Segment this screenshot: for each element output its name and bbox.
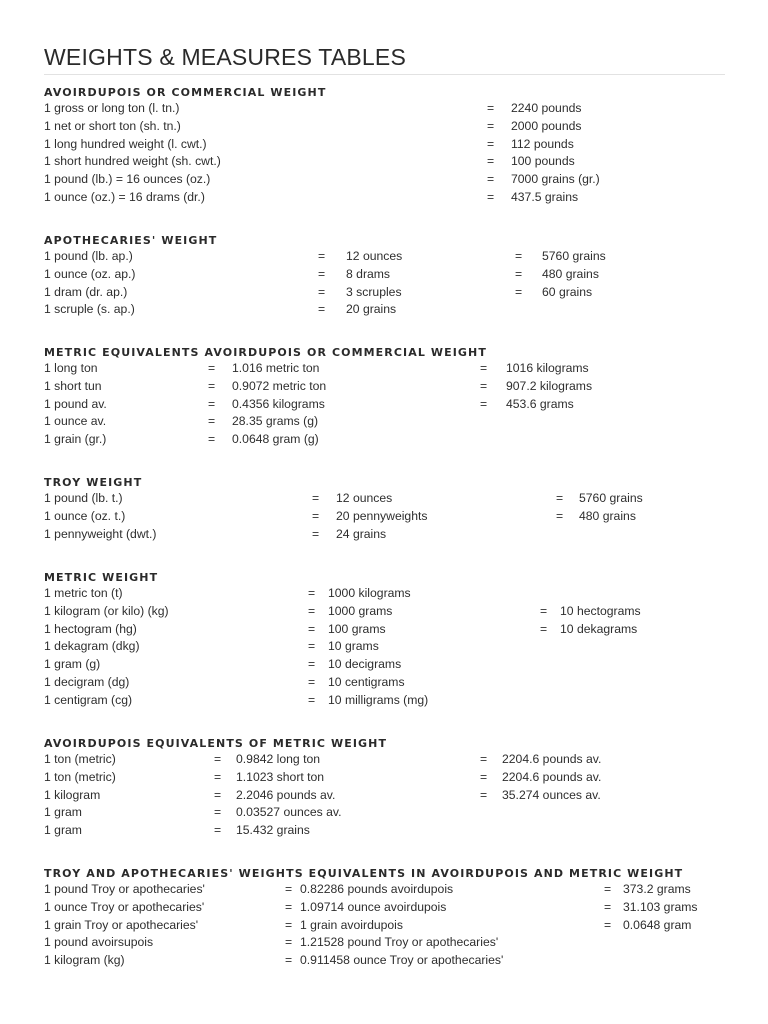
equals-sign: = — [308, 639, 316, 654]
table-section — [44, 867, 734, 970]
table-section — [44, 234, 734, 319]
equivalent-value: 10 centigrams — [328, 674, 405, 689]
table-row — [44, 804, 734, 822]
equivalent-value: 28.35 grams (g) — [232, 414, 319, 429]
equals-sign: = — [515, 266, 523, 281]
unit-label: 1 ounce av. — [44, 414, 107, 429]
equals-sign: = — [318, 249, 326, 263]
equals-sign: = — [308, 692, 316, 707]
table-row — [44, 136, 734, 154]
unit-label: 1 pound avoirsupois — [44, 935, 154, 950]
equals-sign: = — [487, 154, 495, 169]
table-row — [44, 378, 734, 396]
equivalent-value: 1 grain avoirdupois — [300, 917, 403, 932]
title-divider — [44, 74, 725, 75]
equals-sign: = — [214, 823, 222, 838]
equivalent-value: 2.2046 pounds av. — [236, 787, 336, 802]
equals-sign: = — [480, 396, 488, 411]
equals-sign: = — [487, 101, 495, 115]
section-heading: AVOIRDUPOIS OR COMMERCIAL WEIGHT — [44, 86, 327, 99]
equals-sign: = — [308, 586, 316, 600]
table-row — [44, 490, 734, 508]
equals-sign: = — [540, 603, 548, 618]
unit-label: 1 pound (lb. t.) — [44, 491, 123, 505]
unit-label: 1 gram (g) — [44, 657, 101, 672]
equivalent-value: 10 dekagrams — [560, 621, 638, 636]
equivalent-value: 60 grains — [542, 284, 593, 299]
unit-label: 1 pound av. — [44, 396, 107, 411]
table-row — [44, 360, 734, 378]
table-row — [44, 674, 734, 692]
equals-sign: = — [515, 249, 523, 263]
table-row — [44, 118, 734, 136]
equivalent-value: 2204.6 pounds av. — [502, 752, 602, 766]
equals-sign: = — [604, 899, 612, 914]
equivalent-value: 112 pounds — [511, 136, 574, 151]
equivalent-value: 20 pennyweights — [336, 508, 428, 523]
section-heading: APOTHECARIES' WEIGHT — [44, 234, 218, 247]
equals-sign: = — [308, 674, 316, 689]
equivalent-value: 10 hectograms — [560, 603, 641, 618]
table-row — [44, 656, 734, 674]
unit-label: 1 net or short ton (sh. tn.) — [44, 118, 181, 133]
equals-sign: = — [480, 769, 488, 784]
equivalent-value: 0.03527 ounces av. — [236, 805, 342, 820]
equivalent-value: 0.0648 gram (g) — [232, 432, 319, 447]
table-section — [44, 737, 734, 840]
equivalent-value: 10 decigrams — [328, 657, 402, 672]
unit-label: 1 pound (lb.) = 16 ounces (oz.) — [44, 172, 211, 187]
table-row — [44, 189, 734, 207]
equivalent-value: 15.432 grains — [236, 823, 310, 838]
equals-sign: = — [487, 172, 495, 187]
table-row — [44, 266, 734, 284]
equivalent-value: 480 grains — [542, 266, 599, 281]
equals-sign: = — [208, 396, 216, 411]
equivalent-value: 10 milligrams (mg) — [328, 692, 429, 707]
table-row — [44, 431, 734, 449]
table-row — [44, 413, 734, 431]
equals-sign: = — [312, 491, 320, 505]
equals-sign: = — [540, 621, 548, 636]
unit-label: 1 decigram (dg) — [44, 674, 130, 689]
equals-sign: = — [604, 882, 612, 896]
equivalent-value: 5760 grains — [579, 491, 643, 505]
table-row — [44, 621, 734, 639]
equals-sign: = — [556, 491, 564, 505]
equals-sign: = — [487, 118, 495, 133]
equals-sign: = — [208, 378, 216, 393]
table-row — [44, 692, 734, 710]
section-heading: TROY WEIGHT — [44, 476, 143, 489]
unit-label: 1 pound Troy or apothecaries' — [44, 882, 205, 896]
equals-sign: = — [480, 752, 488, 766]
equals-sign: = — [214, 769, 222, 784]
table-row — [44, 899, 734, 917]
unit-label: 1 ounce (oz. t.) — [44, 508, 126, 523]
equivalent-value: 2204.6 pounds av. — [502, 769, 602, 784]
equivalent-value: 8 drams — [346, 266, 391, 281]
table-row — [44, 171, 734, 189]
equivalent-value: 0.82286 pounds avoirdupois — [300, 882, 454, 896]
equals-sign: = — [285, 935, 293, 950]
table-row — [44, 638, 734, 656]
equivalent-value: 0.911458 ounce Troy or apothecaries' — [300, 953, 504, 968]
equals-sign: = — [312, 526, 320, 541]
equals-sign: = — [308, 603, 316, 618]
equals-sign: = — [318, 284, 326, 299]
equivalent-value: 24 grains — [336, 526, 387, 541]
unit-label: 1 dram (dr. ap.) — [44, 284, 128, 299]
unit-label: 1 kilogram — [44, 787, 101, 802]
unit-label: 1 ounce Troy or apothecaries' — [44, 899, 205, 914]
equals-sign: = — [480, 378, 488, 393]
equivalent-value: 373.2 grams — [623, 882, 691, 896]
equivalent-value: 2000 pounds — [511, 118, 582, 133]
equals-sign: = — [214, 805, 222, 820]
equals-sign: = — [285, 882, 293, 896]
equivalent-value: 1.016 metric ton — [232, 361, 320, 375]
unit-label: 1 pound (lb. ap.) — [44, 249, 133, 263]
equals-sign: = — [318, 266, 326, 281]
unit-label: 1 hectogram (hg) — [44, 621, 137, 636]
equivalent-value: 480 grains — [579, 508, 636, 523]
equivalent-value: 1.09714 ounce avoirdupois — [300, 899, 447, 914]
equals-sign: = — [214, 787, 222, 802]
table-row — [44, 751, 734, 769]
equivalent-value: 100 pounds — [511, 154, 575, 169]
page-title: WEIGHTS & MEASURES TABLES — [44, 44, 407, 70]
table-section — [44, 571, 734, 710]
unit-label: 1 scruple (s. ap.) — [44, 302, 135, 317]
table-section — [44, 346, 734, 449]
table-row — [44, 526, 734, 544]
table-row — [44, 787, 734, 805]
unit-label: 1 ounce (oz.) = 16 drams (dr.) — [44, 189, 205, 204]
unit-label: 1 ton (metric) — [44, 752, 116, 766]
equals-sign: = — [308, 657, 316, 672]
equivalent-value: 10 grams — [328, 639, 379, 654]
equivalent-value: 0.4356 kilograms — [232, 396, 325, 411]
equals-sign: = — [285, 953, 293, 968]
equals-sign: = — [318, 302, 326, 317]
equivalent-value: 1.1023 short ton — [236, 769, 325, 784]
table-row — [44, 284, 734, 302]
unit-label: 1 pennyweight (dwt.) — [44, 526, 157, 541]
equivalent-value: 907.2 kilograms — [506, 378, 593, 393]
equivalent-value: 35.274 ounces av. — [502, 787, 601, 802]
equals-sign: = — [480, 787, 488, 802]
table-row — [44, 585, 734, 603]
table-row — [44, 934, 734, 952]
equivalent-value: 1000 kilograms — [328, 586, 411, 600]
equivalent-value: 2240 pounds — [511, 101, 582, 115]
table-row — [44, 603, 734, 621]
unit-label: 1 long hundred weight (l. cwt.) — [44, 136, 207, 151]
equivalent-value: 20 grains — [346, 302, 397, 317]
unit-label: 1 dekagram (dkg) — [44, 639, 140, 654]
equivalent-value: 0.9842 long ton — [236, 752, 321, 766]
unit-label: 1 grain Troy or apothecaries' — [44, 917, 199, 932]
table-row — [44, 100, 734, 118]
equals-sign: = — [515, 284, 523, 299]
equivalent-value: 0.0648 gram — [623, 917, 692, 932]
equivalent-value: 12 ounces — [346, 249, 403, 263]
table-section — [44, 86, 734, 207]
equals-sign: = — [556, 508, 564, 523]
equals-sign: = — [208, 414, 216, 429]
equivalent-value: 453.6 grams — [506, 396, 574, 411]
table-row — [44, 769, 734, 787]
unit-label: 1 kilogram (kg) — [44, 953, 125, 968]
equivalent-value: 31.103 grams — [623, 899, 698, 914]
unit-label: 1 ton (metric) — [44, 769, 116, 784]
equals-sign: = — [285, 899, 293, 914]
unit-label: 1 gram — [44, 823, 82, 838]
unit-label: 1 grain (gr.) — [44, 432, 107, 447]
table-row — [44, 508, 734, 526]
table-row — [44, 396, 734, 414]
section-heading: METRIC EQUIVALENTS AVOIRDUPOIS OR COMMERCIAL WEIGHT — [44, 346, 487, 359]
table-section — [44, 476, 734, 543]
table-row — [44, 153, 734, 171]
table-row — [44, 822, 734, 840]
equivalent-value: 3 scruples — [346, 284, 402, 299]
equivalent-value: 100 grams — [328, 621, 386, 636]
unit-label: 1 ounce (oz. ap.) — [44, 266, 136, 281]
table-row — [44, 952, 734, 970]
equals-sign: = — [312, 508, 320, 523]
unit-label: 1 short tun — [44, 378, 102, 393]
unit-label: 1 kilogram (or kilo) (kg) — [44, 603, 169, 618]
table-row — [44, 301, 734, 319]
equivalent-value: 1000 grams — [328, 603, 393, 618]
equals-sign: = — [487, 136, 495, 151]
section-heading: AVOIRDUPOIS EQUIVALENTS OF METRIC WEIGHT — [44, 737, 388, 750]
equals-sign: = — [214, 752, 222, 766]
equals-sign: = — [285, 917, 293, 932]
unit-label: 1 gram — [44, 805, 82, 820]
equals-sign: = — [604, 917, 612, 932]
table-row — [44, 248, 734, 266]
equivalent-value: 1.21528 pound Troy or apothecaries' — [300, 935, 499, 950]
equals-sign: = — [208, 432, 216, 447]
unit-label: 1 metric ton (t) — [44, 586, 123, 600]
equivalent-value: 1016 kilograms — [506, 361, 589, 375]
equivalent-value: 5760 grains — [542, 249, 606, 263]
equals-sign: = — [480, 361, 488, 375]
table-row — [44, 881, 734, 899]
equals-sign: = — [308, 621, 316, 636]
table-row — [44, 917, 734, 935]
equals-sign: = — [208, 361, 216, 375]
unit-label: 1 short hundred weight (sh. cwt.) — [44, 154, 221, 169]
unit-label: 1 centigram (cg) — [44, 692, 133, 707]
equivalent-value: 7000 grains (gr.) — [511, 172, 600, 187]
section-heading: TROY AND APOTHECARIES' WEIGHTS EQUIVALENTS IN AVOIRDUPOIS AND METRIC WEIGHT — [44, 867, 684, 880]
equivalent-value: 12 ounces — [336, 491, 393, 505]
equals-sign: = — [487, 189, 495, 204]
equivalent-value: 0.9072 metric ton — [232, 378, 327, 393]
equivalent-value: 437.5 grains — [511, 189, 579, 204]
unit-label: 1 long ton — [44, 361, 98, 375]
unit-label: 1 gross or long ton (l. tn.) — [44, 101, 180, 115]
section-heading: METRIC WEIGHT — [44, 571, 159, 584]
